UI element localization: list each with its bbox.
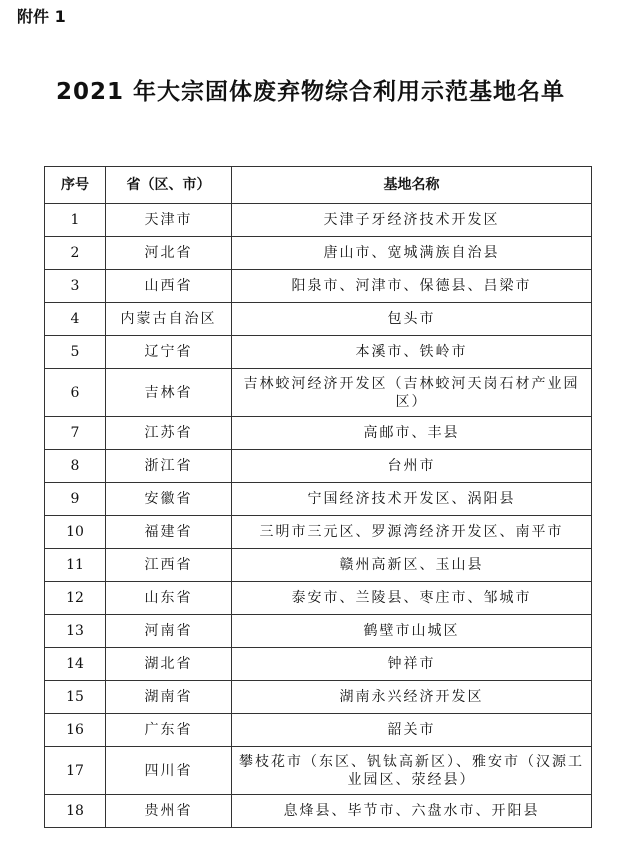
row-base-name: 阳泉市、河津市、保德县、吕梁市 — [232, 270, 592, 303]
row-base-name: 高邮市、丰县 — [232, 417, 592, 450]
row-base-name: 吉林蛟河经济开发区（吉林蛟河天岗石材产业园区） — [232, 369, 592, 417]
row-number: 10 — [45, 516, 106, 549]
row-province: 江西省 — [106, 549, 232, 582]
table-row — [45, 450, 592, 483]
table-row — [45, 303, 592, 336]
row-base-name: 天津子牙经济技术开发区 — [232, 204, 592, 237]
row-base-name: 韶关市 — [232, 714, 592, 747]
row-base-name: 三明市三元区、罗源湾经济开发区、南平市 — [232, 516, 592, 549]
row-province: 内蒙古自治区 — [106, 303, 232, 336]
table-row — [45, 615, 592, 648]
row-province: 福建省 — [106, 516, 232, 549]
row-number: 9 — [45, 483, 106, 516]
table-row — [45, 270, 592, 303]
row-number: 6 — [45, 369, 106, 417]
row-number: 16 — [45, 714, 106, 747]
table-row — [45, 417, 592, 450]
row-province: 湖北省 — [106, 648, 232, 681]
row-base-name: 包头市 — [232, 303, 592, 336]
row-province: 贵州省 — [106, 795, 232, 828]
row-number: 3 — [45, 270, 106, 303]
row-base-name: 鹤壁市山城区 — [232, 615, 592, 648]
row-base-name: 钟祥市 — [232, 648, 592, 681]
row-number: 13 — [45, 615, 106, 648]
table-row — [45, 237, 592, 270]
row-province: 河北省 — [106, 237, 232, 270]
table-row — [45, 516, 592, 549]
table-header-row — [45, 167, 592, 204]
row-number: 5 — [45, 336, 106, 369]
row-province: 安徽省 — [106, 483, 232, 516]
table-row — [45, 582, 592, 615]
row-number: 2 — [45, 237, 106, 270]
row-province: 江苏省 — [106, 417, 232, 450]
row-number: 8 — [45, 450, 106, 483]
row-base-name: 湖南永兴经济开发区 — [232, 681, 592, 714]
table-row — [45, 747, 592, 795]
row-base-name: 本溪市、铁岭市 — [232, 336, 592, 369]
row-base-name: 攀枝花市（东区、钒钛高新区）、雅安市（汉源工业园区、荥经县） — [232, 747, 592, 795]
row-number: 11 — [45, 549, 106, 582]
table-row — [45, 336, 592, 369]
row-province: 湖南省 — [106, 681, 232, 714]
row-base-name: 息烽县、毕节市、六盘水市、开阳县 — [232, 795, 592, 828]
table-row — [45, 795, 592, 828]
row-base-name: 台州市 — [232, 450, 592, 483]
table-row — [45, 204, 592, 237]
table-row — [45, 483, 592, 516]
row-number: 14 — [45, 648, 106, 681]
table-row — [45, 648, 592, 681]
row-province: 山西省 — [106, 270, 232, 303]
attachment-label: 附件 1 — [17, 7, 66, 26]
row-province: 浙江省 — [106, 450, 232, 483]
row-number: 18 — [45, 795, 106, 828]
header-base-name: 基地名称 — [232, 167, 592, 204]
demonstration-base-table — [44, 166, 592, 828]
row-number: 17 — [45, 747, 106, 795]
row-number: 15 — [45, 681, 106, 714]
row-base-name: 泰安市、兰陵县、枣庄市、邹城市 — [232, 582, 592, 615]
row-province: 山东省 — [106, 582, 232, 615]
row-province: 吉林省 — [106, 369, 232, 417]
row-province: 四川省 — [106, 747, 232, 795]
row-base-name: 赣州高新区、玉山县 — [232, 549, 592, 582]
row-base-name: 唐山市、宽城满族自治县 — [232, 237, 592, 270]
row-province: 辽宁省 — [106, 336, 232, 369]
row-province: 河南省 — [106, 615, 232, 648]
row-number: 7 — [45, 417, 106, 450]
header-number: 序号 — [45, 167, 106, 204]
header-province: 省（区、市） — [106, 167, 232, 204]
row-province: 广东省 — [106, 714, 232, 747]
table-row — [45, 681, 592, 714]
row-number: 12 — [45, 582, 106, 615]
table-row — [45, 369, 592, 417]
row-number: 4 — [45, 303, 106, 336]
table-row — [45, 714, 592, 747]
page-title: 2021 年大宗固体废弃物综合利用示范基地名单 — [55, 79, 566, 105]
table-row — [45, 549, 592, 582]
row-base-name: 宁国经济技术开发区、涡阳县 — [232, 483, 592, 516]
row-number: 1 — [45, 204, 106, 237]
row-province: 天津市 — [106, 204, 232, 237]
